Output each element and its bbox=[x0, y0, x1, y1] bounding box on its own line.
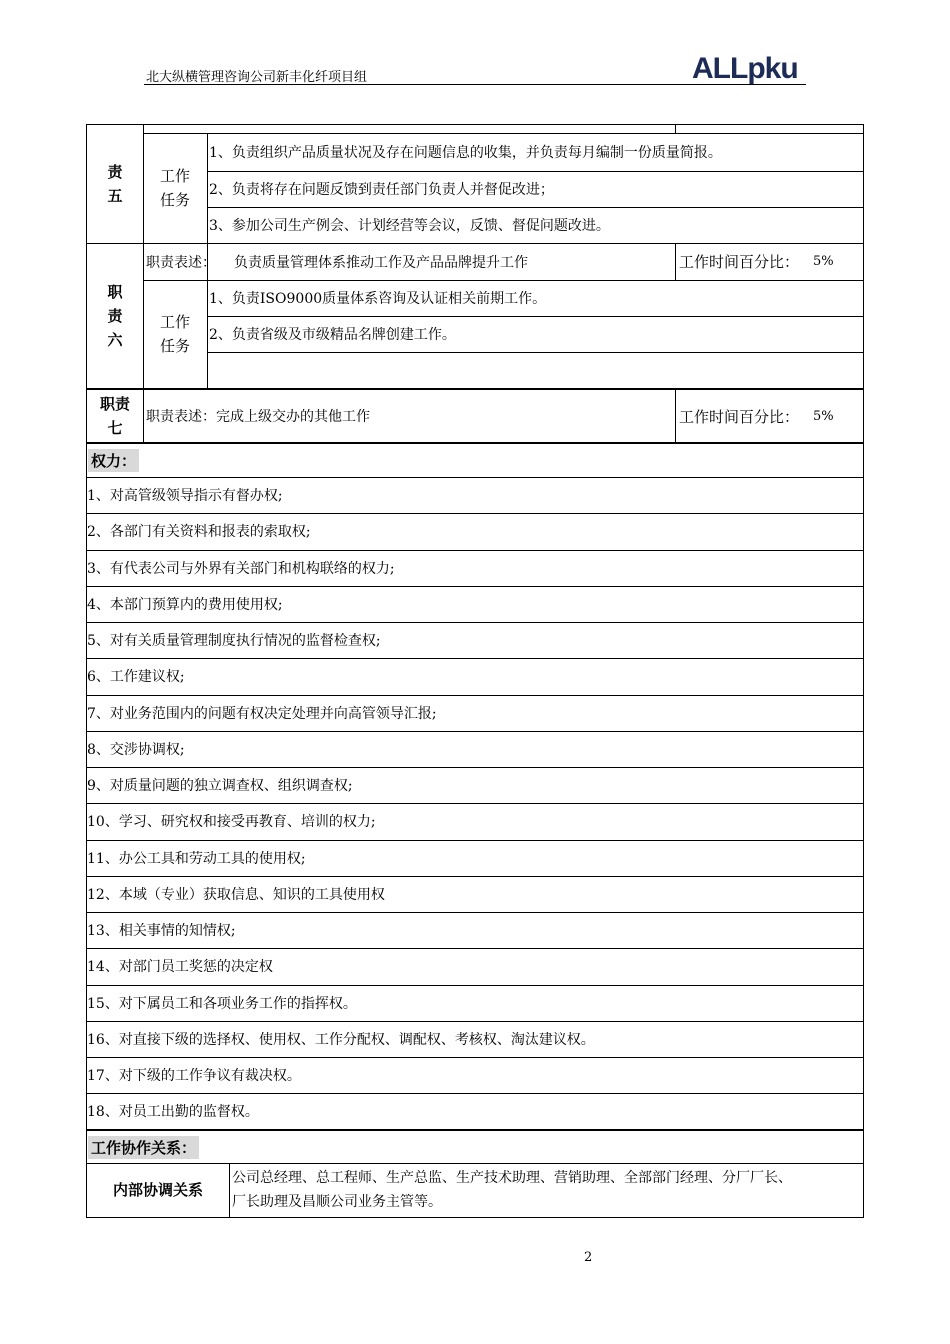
duty5-task-label bbox=[143, 133, 207, 243]
duty5-task-2: 2、负责将存在问题反馈到责任部门负责人并督促改进； bbox=[209, 182, 554, 198]
power-item: 7、对业务范围内的问题有权决定处理并向高管领导汇报; bbox=[87, 705, 437, 722]
internal-coordination-label: 内部协调关系 bbox=[112, 1181, 203, 1199]
duty6-task-2: 2、负责省级及市级精品名牌创建工作。 bbox=[209, 327, 456, 343]
power-item: 3、有代表公司与外界有关部门和机构联络的权力; bbox=[87, 560, 395, 577]
power-item: 12、本域（专业）获取信息、知识的工具使用权 bbox=[87, 886, 385, 903]
duty5-label bbox=[87, 125, 143, 243]
power-item: 18、对员工出勤的监督权。 bbox=[87, 1104, 259, 1121]
job-description-table bbox=[86, 124, 864, 1218]
duty6-task-label bbox=[143, 280, 207, 388]
power-item: 8、交涉协调权; bbox=[87, 741, 185, 758]
power-item: 11、办公工具和劳动工具的使用权; bbox=[87, 850, 306, 867]
power-item: 6、工作建议权; bbox=[87, 669, 185, 686]
power-item: 14、对部门员工奖惩的决定权 bbox=[87, 959, 273, 976]
duty6-time-value: 5% bbox=[813, 254, 834, 269]
duty6-task-3 bbox=[207, 352, 863, 388]
power-item: 1、对高管级领导指示有督办权; bbox=[87, 488, 283, 505]
duty5-task-1: 1、负责组织产品质量状况及存在问题信息的收集，并负责每月编制一份质量简报。 bbox=[209, 145, 722, 161]
duty6-time-label: 工作时间百分比： bbox=[679, 253, 800, 271]
header-org: 北大纵横管理咨询公司新丰化纤项目组 bbox=[146, 70, 368, 85]
duty7-label bbox=[87, 390, 143, 442]
cooperation-title: 工作协作关系： bbox=[88, 1136, 199, 1159]
internal-coordination-line-2: 厂长助理及昌顺公司业务主管等。 bbox=[232, 1194, 442, 1210]
internal-coordination-text bbox=[229, 1163, 863, 1217]
power-item: 10、学习、研究权和接受再教育、培训的权力; bbox=[87, 814, 376, 831]
power-item: 17、对下级的工作争议有裁决权。 bbox=[87, 1068, 301, 1085]
duty5-label-text: 责五 bbox=[107, 163, 123, 205]
duty7-label-text: 职责七 bbox=[99, 395, 130, 437]
power-item: 9、对质量问题的独立调查权、组织调查权; bbox=[87, 778, 353, 795]
internal-coordination-line-1: 公司总经理、总工程师、生产总监、生产技术助理、营销助理、全部部门经理、分厂厂长、 bbox=[232, 1170, 792, 1186]
page-number: 2 bbox=[584, 1250, 593, 1265]
power-item: 16、对直接下级的选择权、使用权、工作分配权、调配权、考核权、淘汰建议权。 bbox=[87, 1031, 595, 1048]
duty6-time bbox=[675, 243, 863, 280]
duty6-task-1: 1、负责ISO9000质量体系咨询及认证相关前期工作。 bbox=[209, 291, 547, 307]
power-item: 13、相关事情的知情权; bbox=[87, 923, 236, 940]
duty6-desc-label: 职责表述： bbox=[146, 254, 216, 271]
duty6-label-text: 职责六 bbox=[107, 283, 123, 349]
duty6-label bbox=[87, 243, 143, 389]
powers-header bbox=[87, 444, 863, 477]
duty6-desc-row bbox=[143, 243, 675, 280]
powers-title: 权力： bbox=[88, 449, 139, 472]
duty7-time bbox=[675, 390, 863, 442]
duty7-desc: 职责表述：完成上级交办的其他工作 bbox=[146, 409, 370, 425]
duty7-time-label: 工作时间百分比： bbox=[679, 407, 800, 426]
duty5-task-label-text: 工作任务 bbox=[159, 167, 190, 209]
power-item: 4、本部门预算内的费用使用权; bbox=[87, 596, 283, 613]
duty5-task-3: 3、参加公司生产例会、计划经营等会议，反馈、督促问题改进。 bbox=[209, 218, 610, 234]
duty7-time-value: 5% bbox=[813, 408, 834, 424]
cooperation-header bbox=[87, 1131, 863, 1163]
power-item: 5、对有关质量管理制度执行情况的监督检查权; bbox=[87, 633, 381, 650]
duty6-desc: 负责质量管理体系推动工作及产品品牌提升工作 bbox=[234, 254, 528, 271]
header-rule bbox=[144, 84, 806, 85]
company-logo: ALLpku bbox=[692, 52, 798, 85]
duty6-task-label-text: 工作任务 bbox=[159, 313, 190, 355]
power-item: 15、对下属员工和各项业务工作的指挥权。 bbox=[87, 995, 357, 1012]
power-item: 2、各部门有关资料和报表的索取权; bbox=[87, 524, 311, 541]
